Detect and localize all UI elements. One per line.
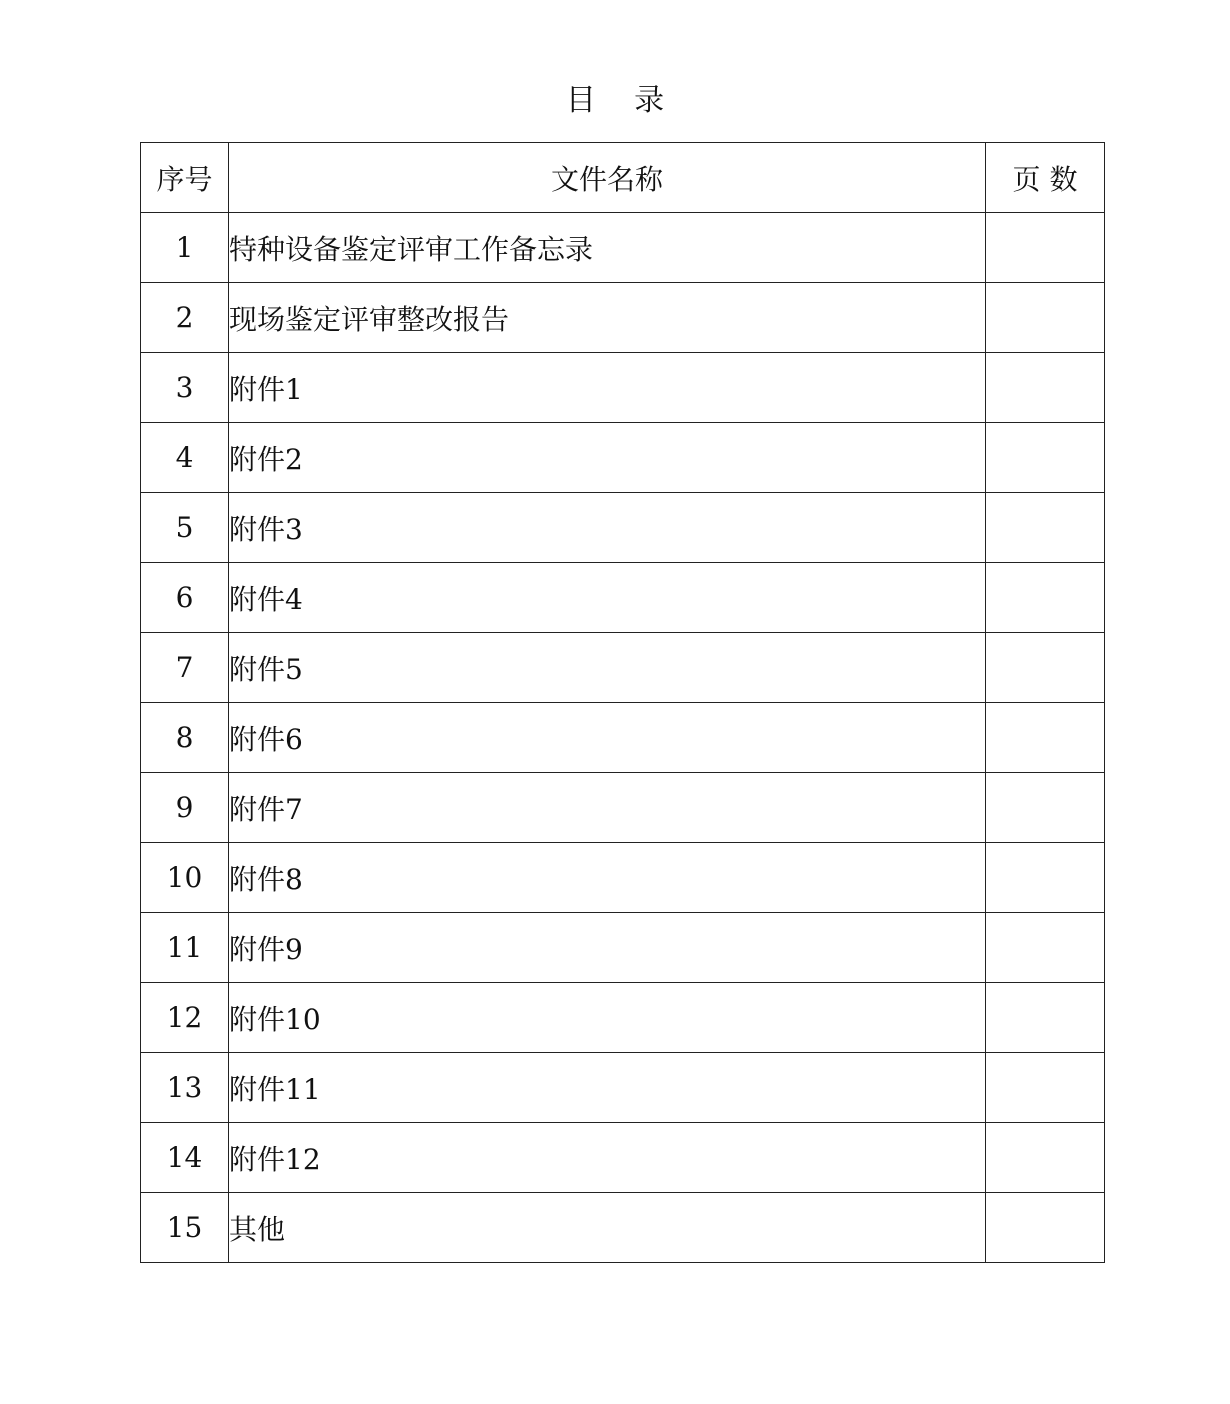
row-file-name: 附件8 <box>229 843 986 913</box>
table-row <box>141 773 1105 843</box>
row-pages <box>986 353 1105 423</box>
row-index: 4 <box>141 423 229 493</box>
row-file-name: 附件7 <box>229 773 986 843</box>
table-row <box>141 843 1105 913</box>
row-file-name: 附件1 <box>229 353 986 423</box>
row-file-name: 现场鉴定评审整改报告 <box>229 283 986 353</box>
table-row <box>141 493 1105 563</box>
row-file-name: 附件11 <box>229 1053 986 1123</box>
table-row <box>141 283 1105 353</box>
table-row <box>141 563 1105 633</box>
row-pages <box>986 563 1105 633</box>
row-file-name: 附件2 <box>229 423 986 493</box>
table-row <box>141 1053 1105 1123</box>
table-header-row <box>141 143 1105 213</box>
row-file-name: 附件6 <box>229 703 986 773</box>
row-file-name: 附件5 <box>229 633 986 703</box>
row-index: 11 <box>141 913 229 983</box>
row-index: 7 <box>141 633 229 703</box>
table-row <box>141 633 1105 703</box>
row-index: 6 <box>141 563 229 633</box>
row-pages <box>986 1123 1105 1193</box>
row-file-name: 附件9 <box>229 913 986 983</box>
row-file-name: 其他 <box>229 1193 986 1263</box>
table-row <box>141 913 1105 983</box>
row-index: 5 <box>141 493 229 563</box>
row-index: 15 <box>141 1193 229 1263</box>
table-row <box>141 703 1105 773</box>
row-index: 1 <box>141 213 229 283</box>
header-file-name: 文件名称 <box>229 143 986 213</box>
table-row <box>141 213 1105 283</box>
row-pages <box>986 703 1105 773</box>
table-row <box>141 353 1105 423</box>
row-pages <box>986 773 1105 843</box>
table-row <box>141 1193 1105 1263</box>
row-pages <box>986 843 1105 913</box>
row-file-name: 附件10 <box>229 983 986 1053</box>
row-pages <box>986 633 1105 703</box>
row-pages <box>986 423 1105 493</box>
table-row <box>141 1123 1105 1193</box>
row-pages <box>986 213 1105 283</box>
row-file-name: 特种设备鉴定评审工作备忘录 <box>229 213 986 283</box>
row-file-name: 附件4 <box>229 563 986 633</box>
row-index: 9 <box>141 773 229 843</box>
header-pages: 页 数 <box>986 143 1105 213</box>
table-row <box>141 983 1105 1053</box>
row-pages <box>986 983 1105 1053</box>
row-index: 3 <box>141 353 229 423</box>
row-pages <box>986 493 1105 563</box>
row-index: 2 <box>141 283 229 353</box>
table-row <box>141 423 1105 493</box>
row-index: 13 <box>141 1053 229 1123</box>
row-pages <box>986 913 1105 983</box>
row-file-name: 附件3 <box>229 493 986 563</box>
row-index: 12 <box>141 983 229 1053</box>
row-index: 14 <box>141 1123 229 1193</box>
toc-table <box>140 142 1105 1263</box>
header-index: 序号 <box>141 143 229 213</box>
row-index: 8 <box>141 703 229 773</box>
row-file-name: 附件12 <box>229 1123 986 1193</box>
row-pages <box>986 1053 1105 1123</box>
row-index: 10 <box>141 843 229 913</box>
page-title: 目 录 <box>565 83 665 118</box>
row-pages <box>986 283 1105 353</box>
row-pages <box>986 1193 1105 1263</box>
